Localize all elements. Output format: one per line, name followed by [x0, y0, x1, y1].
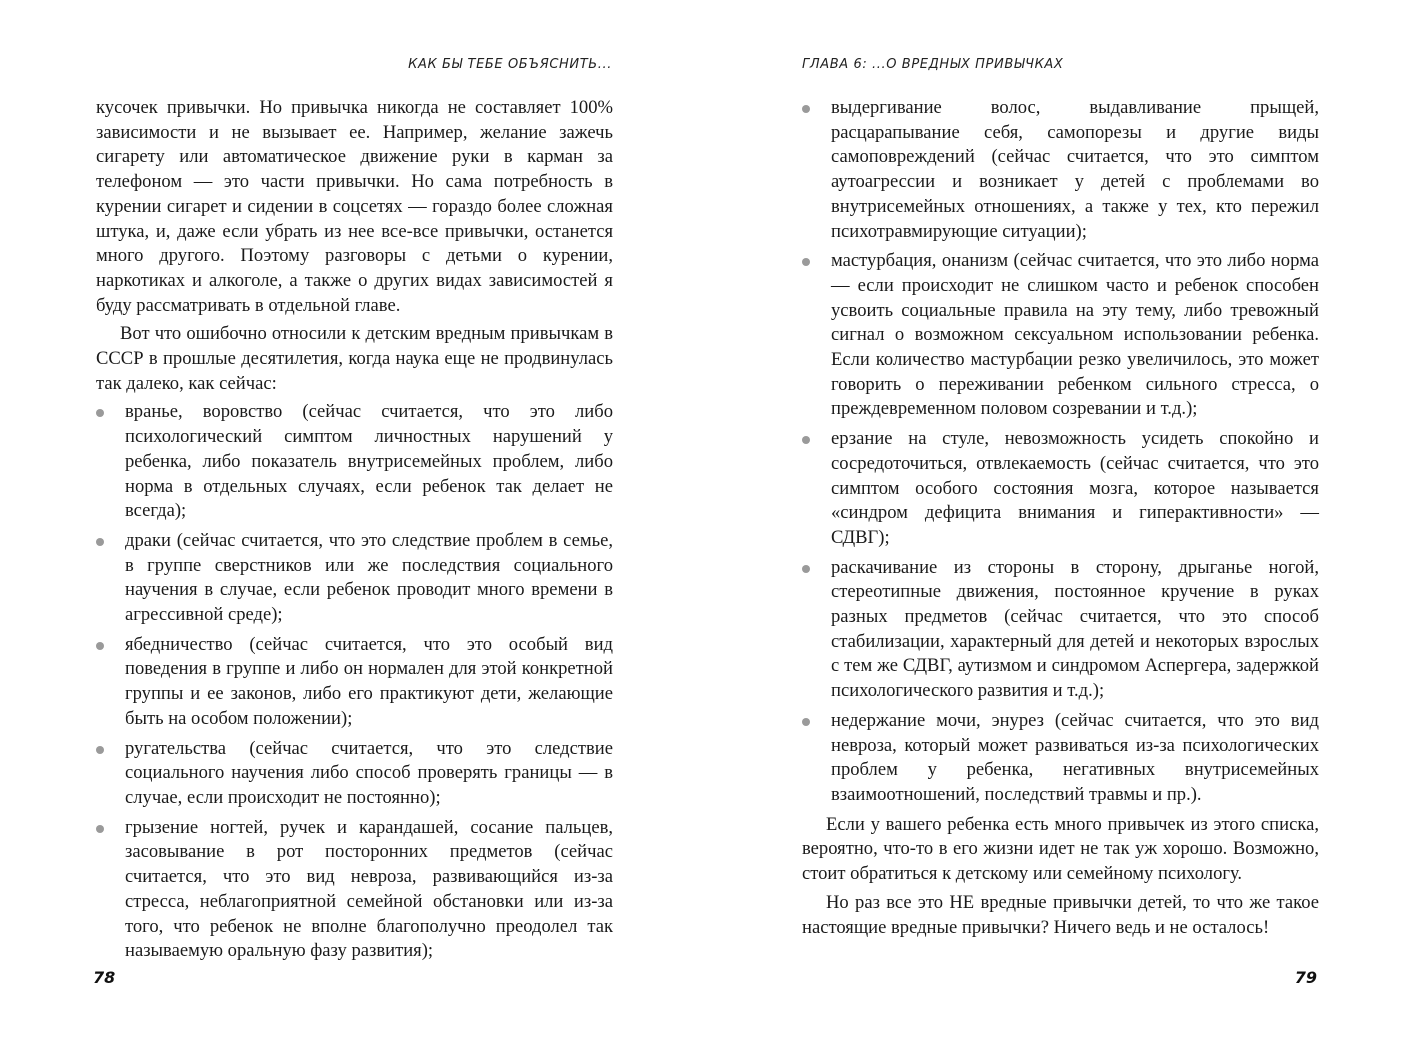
list-item [802, 556, 1319, 704]
list-item-text: грызение ногтей, ручек и карандашей, сосание пальцев, засовывание в рот посторонних предметов (сейчас считается, что это вид невроза, развивающийся из-за стресса, неблагоприятной семейной обстановки или из-за того, что ребенок не вполне благополучно преодолел так называемую оральную фазу развития); [125, 816, 613, 962]
running-head: КАК БЫ ТЕБЕ ОБЪЯСНИТЬ... [408, 57, 612, 72]
bullet-dot-icon [802, 436, 810, 444]
bullet-dot-icon [96, 538, 104, 546]
body-text [96, 96, 613, 969]
page-number: 78 [93, 968, 116, 987]
bullet-dot-icon [96, 409, 104, 417]
paragraph: кусочек привычки. Но привычка никогда не составляет 100% зависимости и не вызывает ее. Например, желание зажечь сигарету или автоматическое движение руки в карман за телефоном — это части привычки. Но сама потребность в курении сигарет и сидении в соцсетях — гораздо более сложная штука, и, даже если убрать из нее все-все привычки, останется много другого. Поэтому разговоры с детьми о курении, наркотиках и алкоголе, а также о других видах зависимостей я буду рассматривать в отдельной главе. [96, 97, 613, 316]
list-item [802, 96, 1319, 244]
list-item-text: вранье, воровство (сейчас считается, что это либо психологический симптом личностных нарушений у ребенка, либо показатель внутрисемейных проблем, либо норма в отдельных случаях, если ребенок так делает не всегда); [125, 401, 613, 522]
list-item-text: недержание мочи, энурез (сейчас считается, что это вид невроза, который может развиваться из-за психологических проблем у ребенка, негативных внутрисемейных взаимоотношений, последствий травмы и пр.). [831, 709, 1319, 805]
paragraph: Вот что ошибочно относили к детским вредным привычкам в СССР в прошлые десятилетия, когда наука еще не продвинулась так далеко, как сейчас: [96, 323, 613, 394]
list-item-text: мастурбация, онанизм (сейчас считается, что это либо норма — если происходит не слишком часто и ребенок способен усвоить социальные правила на эту тему, либо тревожный сигнал о возможном сексуальном использовании ребенка. Если количество мастурбации резко увеличилось, это может говорить о переживании ребенком сильного стресса, о преждевременном половом созревании и т.д.); [831, 250, 1319, 420]
bullet-dot-icon [96, 825, 104, 833]
list-item-text: ругательства (сейчас считается, что это следствие социального научения либо способ проверять границы — в случае, если происходит не постоянно); [125, 737, 613, 808]
list-item [96, 400, 613, 524]
bullet-dot-icon [802, 105, 810, 113]
list-item [96, 529, 613, 628]
list-item-text: ерзание на стуле, невозможность усидеть спокойно и сосредоточиться, отвлекаемость (сейчас считается, что это симптом особого состояния мозга, которое называется «синдром дефицита внимания и гиперактивности» — СДВГ); [831, 428, 1319, 548]
bullet-dot-icon [96, 746, 104, 754]
list-item-text: ябедничество (сейчас считается, что это особый вид поведения в группе и либо он нормален для этой конкретной группы и ее законов, либо его практикуют дети, желающие быть на особом положении); [125, 633, 613, 729]
page-number: 79 [1294, 968, 1317, 987]
running-head: ГЛАВА 6: ...О ВРЕДНЫХ ПРИВЫЧКАХ [802, 57, 1064, 72]
bullet-dot-icon [802, 565, 810, 573]
list-item [96, 816, 613, 964]
list-item-text: выдергивание волос, выдавливание прыщей, расцарапывание себя, самопорезы и другие виды самоповреждений (сейчас считается, что это симптом аутоагрессии и возникает у детей с проблемами во внутрисемейных отношениях, а также у тех, кто пережил психотравмирующие ситуации); [831, 97, 1319, 242]
paragraph: Но раз все это НЕ вредные привычки детей, то что же такое настоящие вредные привычки? Ничего ведь и не осталось! [802, 891, 1319, 938]
list-item-text: раскачивание из стороны в сторону, дрыганье ногой, стереотипные движения, постоянное кручение в руках разных предметов (сейчас считается, что это способ стабилизации, характерный для детей и некоторых взрослых с тем же СДВГ, аутизмом и синдромом Аспергера, задержкой психологического развития и т.д.); [831, 556, 1319, 702]
list-item [802, 709, 1319, 808]
list-item [802, 427, 1319, 551]
right-page [705, 0, 1410, 1052]
bullet-dot-icon [96, 642, 104, 650]
bullet-dot-icon [802, 258, 810, 266]
bullet-list [802, 96, 1319, 808]
list-item [96, 633, 613, 732]
bullet-dot-icon [802, 718, 810, 726]
list-item [96, 737, 613, 811]
body-text [802, 96, 1319, 944]
bullet-list [96, 400, 613, 963]
list-item [802, 249, 1319, 422]
paragraph: Если у вашего ребенка есть много привычек из этого списка, вероятно, что-то в его жизни идет не так уж хорошо. Возможно, стоит обратиться к детскому или семейному психологу. [802, 813, 1319, 885]
list-item-text: драки (сейчас считается, что это следствие проблем в семье, в группе сверстников или же последствия социального научения в случае, если ребенок проводит много времени в агрессивной среде); [125, 529, 613, 626]
